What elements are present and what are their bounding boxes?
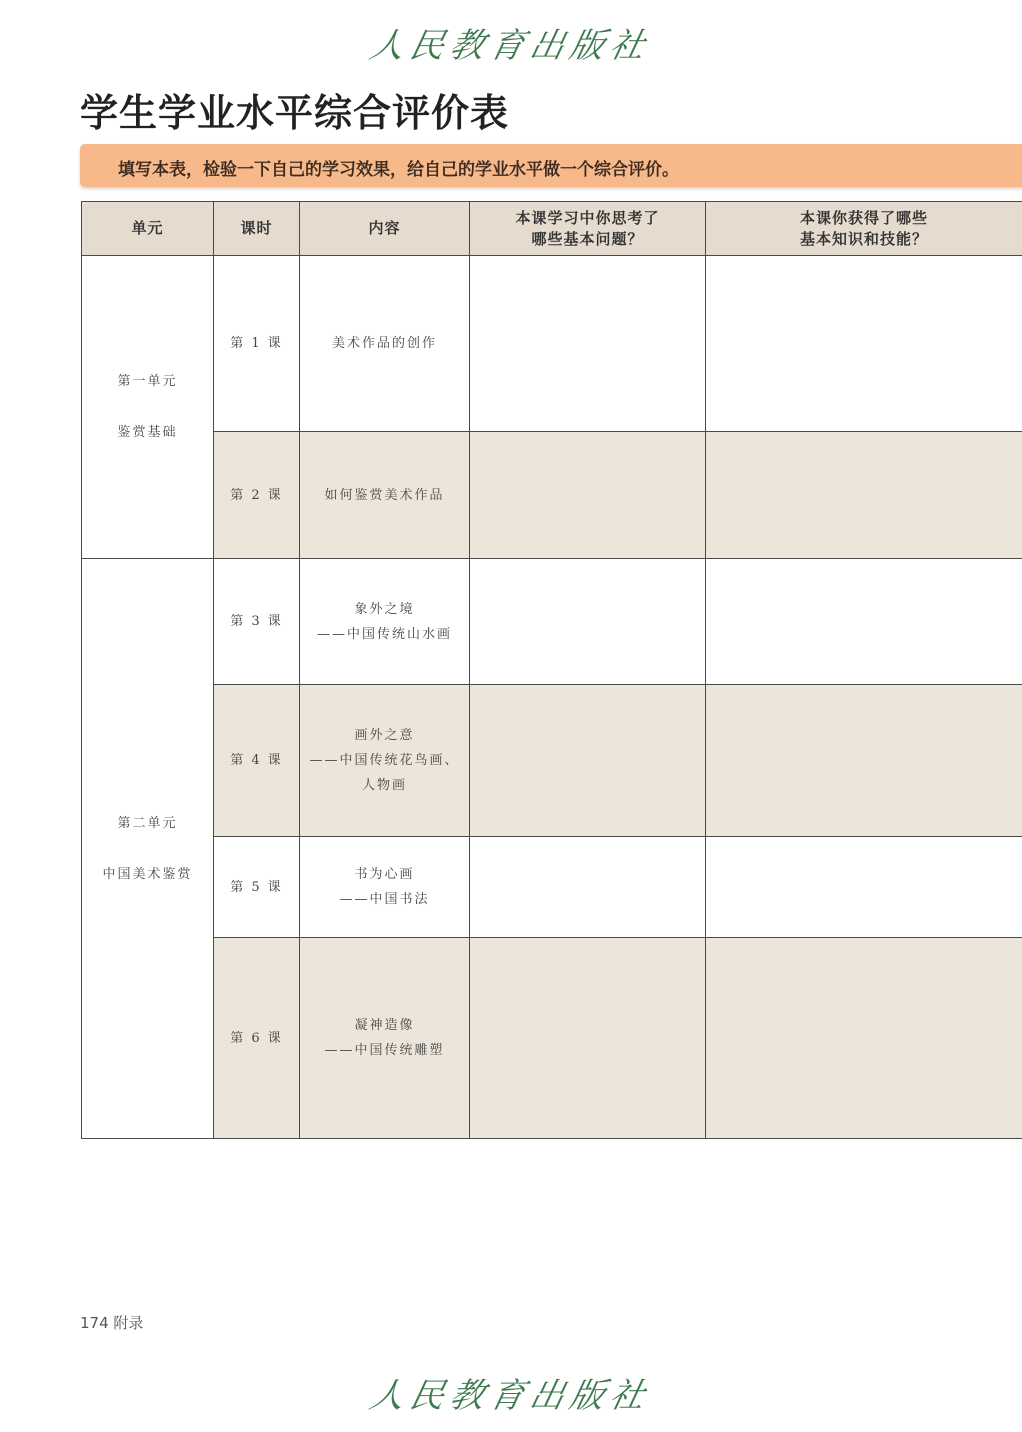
lesson-content <box>300 837 470 938</box>
lesson-content-line: ——中国书法 <box>339 892 430 907</box>
lesson-number: 第 1 课 <box>214 256 300 432</box>
skills-answer-field[interactable] <box>706 837 1022 938</box>
header-skills-line2: 基本知识和技能？ <box>799 229 928 248</box>
lesson-content-line: 如何鉴赏美术作品 <box>324 487 445 503</box>
questions-answer-field[interactable] <box>470 837 706 938</box>
header-content: 内容 <box>300 202 470 256</box>
lesson-number: 第 2 课 <box>214 432 300 559</box>
table-row <box>82 432 1022 559</box>
header-skills-line1: 本课你获得了哪些 <box>799 208 928 227</box>
questions-answer-field[interactable] <box>470 938 706 1139</box>
header-questions <box>470 202 706 256</box>
table-row <box>82 938 1022 1139</box>
page-title: 学生学业水平综合评价表 <box>80 91 510 135</box>
header-lesson: 课时 <box>214 202 300 256</box>
lesson-number: 第 6 课 <box>214 938 300 1139</box>
table-header-row <box>82 202 1022 256</box>
lesson-content-line: ——中国传统雕塑 <box>324 1043 445 1058</box>
unit-name: 第二单元 <box>117 815 178 831</box>
header-questions-line1: 本课学习中你思考了 <box>515 208 660 227</box>
unit-name: 第一单元 <box>117 374 178 389</box>
table-row <box>82 837 1022 938</box>
evaluation-table <box>81 201 1022 1139</box>
instruction-banner <box>80 144 1022 187</box>
skills-answer-field[interactable] <box>706 432 1022 559</box>
lesson-content-line: ——中国传统山水画 <box>316 626 452 642</box>
questions-answer-field[interactable] <box>470 685 706 837</box>
lesson-number: 第 5 课 <box>214 837 300 938</box>
table-row <box>82 559 1022 685</box>
header-unit: 单元 <box>82 202 214 256</box>
questions-answer-field[interactable] <box>470 256 706 432</box>
skills-answer-field[interactable] <box>706 559 1022 685</box>
header-skills <box>706 202 1022 256</box>
unit-cell <box>82 559 214 1139</box>
questions-answer-field[interactable] <box>470 559 706 685</box>
footer-section: 附录 <box>113 1314 144 1332</box>
lesson-content <box>300 559 470 685</box>
lesson-content <box>300 256 470 432</box>
publisher-watermark-bottom: 人民教育出版社 <box>366 1376 655 1416</box>
page-footer <box>80 1312 143 1333</box>
unit-cell <box>82 256 214 559</box>
lesson-content-line: 画外之意 <box>354 728 415 743</box>
lesson-content-line: 人物画 <box>361 778 407 793</box>
unit-subtitle: 中国美术鉴赏 <box>102 866 193 882</box>
lesson-content-line: 书为心画 <box>354 867 415 882</box>
publisher-watermark-top: 人民教育出版社 <box>366 26 655 66</box>
skills-answer-field[interactable] <box>706 256 1022 432</box>
table-row <box>82 685 1022 837</box>
questions-answer-field[interactable] <box>470 432 706 559</box>
lesson-content-line: 美术作品的创作 <box>331 336 437 351</box>
skills-answer-field[interactable] <box>706 938 1022 1139</box>
lesson-content-line: ——中国传统花鸟画、 <box>309 753 460 768</box>
lesson-content <box>300 685 470 837</box>
lesson-number: 第 3 课 <box>214 559 300 685</box>
lesson-number: 第 4 课 <box>214 685 300 837</box>
lesson-content-line: 象外之境 <box>354 601 415 617</box>
lesson-content-line: 凝神造像 <box>354 1018 415 1033</box>
page-number: 174 <box>80 1314 109 1332</box>
table-row <box>82 256 1022 432</box>
header-questions-line2: 哪些基本问题？ <box>531 229 644 248</box>
lesson-content <box>300 432 470 559</box>
skills-answer-field[interactable] <box>706 685 1022 837</box>
unit-subtitle: 鉴赏基础 <box>117 425 178 440</box>
lesson-content <box>300 938 470 1139</box>
instruction-text: 填写本表，检验一下自己的学习效果，给自己的学业水平做一个综合评价。 <box>118 160 679 180</box>
